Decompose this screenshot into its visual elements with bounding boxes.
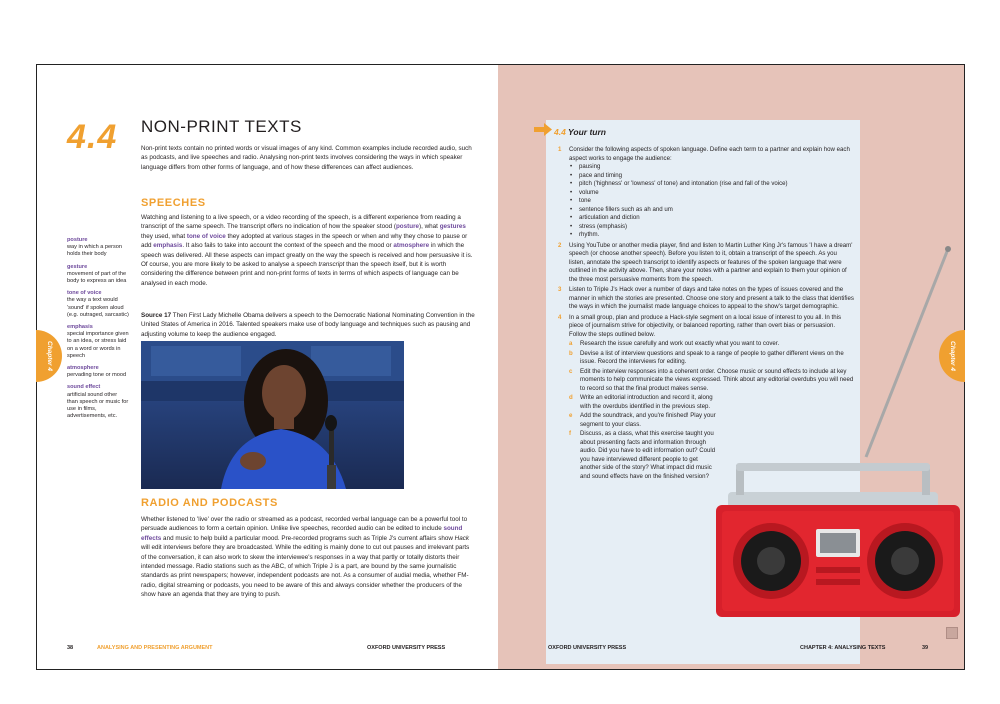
- step-e: e Add the soundtrack, and you're finished! Play your segment to your class.: [569, 412, 716, 428]
- list-item: • rhythm.: [569, 231, 854, 240]
- list-item: • pace and timing: [569, 172, 854, 181]
- glossary-entry: atmosphere pervading tone or mood: [67, 365, 127, 379]
- term-sound-effects: sound effects: [141, 525, 463, 542]
- footer-section: ANALYSING AND PRESENTING ARGUMENT: [97, 645, 213, 651]
- list-item: • sentence fillers such as ah and um: [569, 206, 854, 215]
- image-icon: [946, 627, 958, 639]
- step-f: f Discuss, as a class, what this exercise taught you about presenting facts and information through audio. Did you have to edit information out? Could you have interviewed different people to get another side of the story? What impact did music and sound effects have on the finished version?: [569, 430, 716, 480]
- list-item: • volume: [569, 189, 854, 198]
- footer-page-number: 39: [922, 645, 929, 651]
- left-page: [36, 64, 499, 670]
- footer-publisher: OXFORD UNIVERSITY PRESS: [548, 645, 627, 651]
- aspects-list: [569, 163, 854, 240]
- boombox-photo: [716, 237, 960, 617]
- term-atmosphere: atmosphere: [393, 242, 430, 250]
- footer-page-number: 38: [67, 645, 74, 651]
- footer-chapter: CHAPTER 4: ANALYSING TEXTS: [800, 645, 886, 651]
- term-posture: posture: [395, 223, 420, 231]
- step-b: b Devise a list of interview questions and speak to a range of people to gather different views on the issue. Record the interviews for editing.: [569, 349, 844, 365]
- right-page: [498, 64, 965, 670]
- list-item: • tone: [569, 197, 854, 206]
- step-a: a Research the issue carefully and work out exactly what you want to cover.: [569, 340, 780, 347]
- section-heading-radio: RADIO AND PODCASTS: [141, 497, 278, 509]
- chapter-tab-left: Chapter 4: [36, 330, 62, 382]
- step-d: d Write an editorial introduction and record it, along with the overdubs identified in the previous step.: [569, 394, 713, 410]
- term-tone-of-voice: tone of voice: [186, 232, 226, 240]
- list-item: • stress (emphasis): [569, 223, 854, 232]
- your-turn-title: 4.4 Your turn: [554, 127, 606, 137]
- term-emphasis: emphasis: [153, 242, 183, 250]
- glossary: [67, 237, 129, 425]
- step-c: c Edit the interview responses into a coherent order. Choose music or sound effects to include at key moments to help communicate the views expressed. Think about any editorial overdubs you will need to record so that the final product makes sense.: [569, 367, 854, 392]
- question-4: 4 In a small group, plan and produce a Hack-style segment on a local issue of interest to you all. In this piece of journalism strive for objectivity, or balanced reporting, rather than overt bias or persuasion. Follow the steps outlined below. a Research the issue carefully and work out exactly what you want to cover. b Devise a list of interview questions and speak to a range of people to gather different views on the issue. Record the interviews for editing. c Edit the interview responses into a coherent order. Choose music or sound effects to include at key moments to help communicate the views expressed. Think about any editorial overdubs you will need to record so that the final product makes sense. d Write an editorial introduction and record it, along with the overdubs identified in the previous step. e Add the soundtrack, and you're finished! Play your segment to your class. f Discuss, as a class, what this exercise taught you about presenting facts and information through audio. Did you have to edit information out? Could you have interviewed different people to get another side of the story? What impact did music and sound effects have on the finished version?: [558, 313, 854, 480]
- speeches-paragraph: Watching and listening to a live speech, or a video recording of the speech, is a different experience from reading a transcript of the same speech. The transcript offers no indication of how the speaker stood (posture), what gestures they used, what tone of voice they adopted at various stages in the speech or when and why they chose to pause or add emphasis. It also fails to take into account the context of the speech and the mood or atmosphere in which the speech was delivered. All these aspects can impact greatly on the way the speech is received and how persuasive it is. Of course, you are more likely to be asked to analyse a speech transcript than the speech itself, but it is worth considering the difference between print and non-print forms of texts in terms of which aspects of language can be analysed in each mode.: [141, 214, 473, 287]
- list-item: • articulation and diction: [569, 214, 854, 223]
- source-caption: Source 17 Then First Lady Michelle Obama delivers a speech to the Democratic National Nominating Convention in the United States of America in 2016. Talented speakers make use of body language and techniques such as pausing and adjusting volume to keep the audience engaged.: [141, 312, 475, 338]
- glossary-entry: emphasis special importance given to an idea, or stress laid on a word or words in speech: [67, 324, 129, 359]
- section-heading-speeches: SPEECHES: [141, 197, 206, 209]
- radio-paragraph: Whether listened to 'live' over the radio or streamed as a podcast, recorded verbal language can be a powerful tool to persuade audiences to form a certain opinion. Unlike live speeches, recorded audio can be edited to include sound effects and music to help build a particular mood. Pre-recorded programs such as Triple J's current affairs show Hack will edit interviews before they are broadcasted. While the editing is mainly done to cut out pauses and irrelevant parts of the conversation, it can also work to skew the interviewee's responses in a way that partly or totally distorts their intended message. Radio stations such as the ABC, of which Triple J is a part, are bound by the same journalistic standards as print newspapers; however, independent podcasts are not. As a consumer of audial media, whether FM-radio, digital streaming or podcasts, you need to be aware of this and always consider whether the producers of the show have an agenda that they are trying to push.: [141, 516, 470, 599]
- chapter-tab-right: Chapter 4: [939, 330, 965, 382]
- page-title: NON-PRINT TEXTS: [141, 117, 302, 136]
- question-2: 2 Using YouTube or another media player, find and listen to Martin Luther King Jr's famous 'I have a dream' speech (or choose another speech). Before you listen to it, obtain a transcript of the speech. As you listen, annotate the speech transcript to identify aspects or features of the spoken language that were outlined in the activity above. Then, share your notes with a partner and explain to them your opinion of the three most persuasive moments from the speech.: [558, 241, 853, 283]
- glossary-entry: posture way in which a person holds their body: [67, 237, 123, 258]
- footer-publisher: OXFORD UNIVERSITY PRESS: [367, 645, 446, 651]
- term-gestures: gestures: [439, 223, 466, 231]
- question-1: 1 Consider the following aspects of spoken language. Define each term to a partner and explain how each aspect works to engage the audience: • pausing • pace and timing • pitch ('highness' or 'lowness' of tone) and intonation (rise and fall of the voice) • volume • tone • sentence fillers such as ah and um • articulation and diction • stress (emphasis) • rhythm.: [558, 146, 854, 240]
- arrow-right-icon: [534, 123, 552, 136]
- intro-paragraph: Non-print texts contain no printed words or visual images of any kind. Common examples include recorded audio, such as podcasts, and live speeches and radio. Analysing non-print texts involves considering the ways in which speaker language differs from other forms of language, and of how these differences can affect audiences.: [141, 145, 472, 171]
- glossary-entry: sound effect artificial sound other than speech or music for use in films, advertisements, etc.: [67, 384, 129, 420]
- chapter-number: 4.4: [67, 118, 118, 156]
- glossary-entry: tone of voice the way a text would 'sound' if spoken aloud (e.g. outraged, sarcastic): [67, 290, 129, 318]
- speaker-photo: [141, 341, 404, 489]
- list-item: • pitch ('highness' or 'lowness' of tone) and intonation (rise and fall of the voice): [569, 180, 854, 189]
- list-item: • pausing: [569, 163, 854, 172]
- question-3: 3 Listen to Triple J's Hack over a number of days and take notes on the types of issues covered and the manner in which the stories are presented. Choose one story and present a talk to the class that identifies the ways in which the journalist made language choices to appeal to the show's target demographic.: [558, 286, 854, 310]
- glossary-entry: gesture movement of part of the body to express an idea: [67, 263, 127, 285]
